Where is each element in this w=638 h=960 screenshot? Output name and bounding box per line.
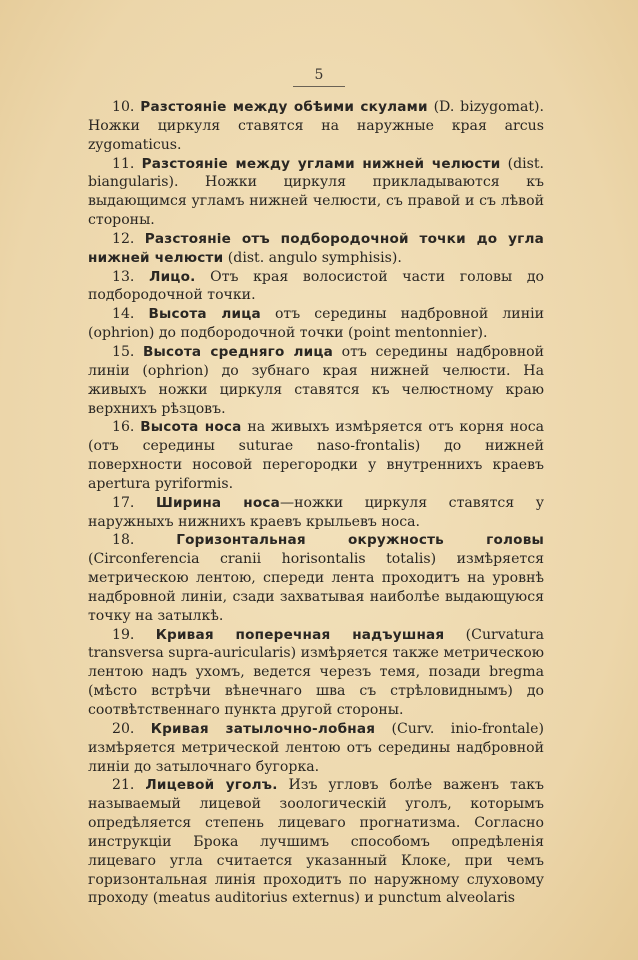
paragraph-16	[88, 418, 544, 493]
item-heading: Разстоянiе между обѣими скулами	[140, 99, 428, 115]
item-text: отъ середины надбровной линiи (ophrion) до подбородочной точки (point mentonnier).	[88, 306, 544, 342]
item-text: (Circonferencia cranii horisontalis totalis) измѣряется метрическою лентою, спереди лента проходитъ на уровнѣ надбровной линiи, сзади захватывая наиболѣе выдающуюся точку на затылкѣ.	[88, 551, 544, 624]
item-text: (D. bizygomat). Ножки циркуля ставятся на наружные края arcus zygomaticus.	[88, 99, 545, 153]
item-heading: Горизонтальная окружность головы	[176, 532, 545, 549]
item-text: Изъ угловъ болѣе важенъ такъ называемый лицевой зоологическiй уголъ, которымъ опредѣляется степень лицеваго прогнатизма. Согласно инструкцiи Брока лучшимъ способомъ опредѣленiя лицеваго угла считается указанный Клоке, при чемъ горизонтальная линiя проходитъ по наружному слуховому проходу (meatus auditorius externus) и punctum alveolaris	[88, 777, 545, 907]
item-number: 21.	[112, 777, 135, 794]
item-number: 11.	[112, 155, 135, 172]
paragraph-13	[88, 268, 544, 306]
paragraph-15	[88, 343, 544, 418]
page-number-rule	[293, 86, 345, 87]
paragraph-11	[88, 155, 544, 230]
item-number: 12.	[112, 230, 135, 247]
item-heading: Ширина носа	[155, 494, 281, 511]
item-text: (Curvatura transversa supra-auricularis) измѣряется также метрическою лентою надъ ухомъ, ведется черезъ темя, позади bregma (мѣсто встрѣчи вѣнечнаго шва съ стрѣловиднымъ) до соотвѣтственнаго пункта другой стороны.	[88, 626, 544, 718]
item-text: (dist. biangularis). Ножки циркуля прикладываются къ выдающимся угламъ нижней челюсти, съ правой и съ лѣвой стороны.	[88, 155, 545, 229]
item-number: 10.	[112, 99, 135, 115]
paragraph-21	[88, 776, 544, 908]
item-text: —ножки циркуля ставятся у наружныхъ нижнихъ краевъ крыльевъ носа.	[88, 494, 544, 530]
item-number: 16.	[112, 419, 135, 436]
item-heading: Кривая поперечная надъушная	[155, 626, 445, 643]
paragraph-20	[88, 720, 544, 777]
item-heading: Высота средняго лица	[143, 343, 334, 360]
item-text: отъ середины надбровной линiи (ophrion) до зубнаго края нижней челюсти. На живыхъ ножки циркуля ставятся къ челюстному краю верхнихъ рѣзцовъ.	[88, 343, 544, 417]
item-heading: Лицевой уголъ.	[145, 777, 278, 794]
item-text: (dist. angulo symphisis).	[227, 249, 402, 266]
item-text: на живыхъ измѣряется отъ корня носа (отъ середины suturae naso-frontalis) до нижней поверхности носовой перегородки у внутреннихъ краевъ apertura pyriformis.	[88, 419, 545, 492]
item-heading: Разстоянiе отъ подбородочной точки до угла нижней челюсти	[88, 230, 544, 266]
paragraph-19	[88, 626, 544, 720]
body-text	[88, 98, 544, 908]
paragraph-17	[88, 494, 544, 532]
item-number: 14.	[112, 306, 135, 323]
item-number: 19.	[112, 626, 135, 643]
item-heading: Лицо.	[149, 268, 196, 285]
item-number: 17.	[112, 494, 135, 511]
item-number: 18.	[112, 532, 135, 549]
item-heading: Кривая затылочно-лобная	[150, 720, 376, 737]
paragraph-12	[88, 230, 544, 268]
paragraph-10	[88, 98, 544, 155]
item-text: Отъ края волосистой части головы до подбородочной точки.	[88, 268, 544, 304]
paragraph-18	[88, 531, 544, 625]
item-number: 20.	[112, 720, 135, 737]
item-heading: Высота лица	[148, 306, 261, 323]
item-number: 15.	[112, 343, 135, 360]
item-text: (Curv. inio-frontale) измѣряется метрической лентою отъ середины надбровной линiи до затылочнаго бугорка.	[88, 720, 544, 775]
paragraph-14	[88, 305, 544, 343]
item-number: 13.	[112, 268, 135, 285]
item-heading: Разстоянiе между углами нижней челюсти	[141, 155, 501, 172]
page-number: 5	[314, 67, 324, 83]
item-heading: Высота носа	[140, 419, 242, 436]
